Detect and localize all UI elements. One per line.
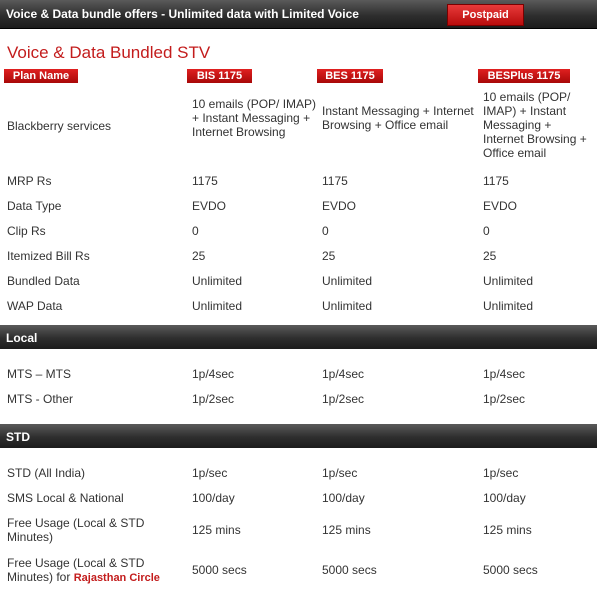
cell-free-usage-rajasthan-besplus: 5000 secs — [483, 563, 538, 577]
cell-free-usage-rajasthan-bes: 5000 secs — [322, 563, 377, 577]
cell-free-usage-bis: 125 mins — [192, 523, 241, 537]
cell-free-usage-rajasthan-bis: 5000 secs — [192, 563, 247, 577]
cell-sms-bis: 100/day — [192, 491, 235, 505]
cell-std-all-india-bis: 1p/sec — [192, 466, 228, 480]
cell-bundled-bis: Unlimited — [192, 274, 243, 288]
rajasthan-circle-label: Rajasthan Circle — [73, 572, 160, 584]
cell-mrp-bes: 1175 — [322, 174, 348, 188]
cell-mts-mts-besplus: 1p/4sec — [483, 367, 526, 381]
cell-itemized-bis: 25 — [192, 249, 206, 263]
cell-std-all-india-besplus: 1p/sec — [483, 466, 519, 480]
cell-bundled-besplus: Unlimited — [483, 274, 534, 288]
cell-sms-besplus: 100/day — [483, 491, 526, 505]
cell-itemized-bes: 25 — [322, 249, 336, 263]
row-label-mts-mts: MTS – MTS — [7, 367, 72, 381]
section-std-title: STD — [6, 430, 30, 444]
section-local — [0, 325, 597, 349]
row-label-std-all-india: STD (All India) — [7, 466, 86, 480]
plan-header-besplus: BESPlus 1175 — [478, 69, 570, 83]
section-local-title: Local — [6, 331, 38, 345]
cell-blackberry-bes: Instant Messaging + Internet Browsing + Office email — [322, 104, 474, 132]
cell-data-type-bis: EVDO — [192, 199, 227, 213]
cell-blackberry-besplus: 10 emails (POP/ IMAP) + Instant Messaging + Internet Browsing + Office email — [483, 90, 587, 160]
header-title: Voice & Data bundle offers - Unlimited data with Limited Voice — [6, 7, 359, 21]
row-label-wap: WAP Data — [7, 299, 63, 313]
cell-data-type-bes: EVDO — [322, 199, 357, 213]
tab-postpaid[interactable]: Postpaid — [447, 4, 524, 26]
cell-wap-bes: Unlimited — [322, 299, 373, 313]
row-label-mts-other: MTS - Other — [7, 392, 74, 406]
cell-blackberry-bis: 10 emails (POP/ IMAP) + Instant Messaging + Internet Browsing — [192, 97, 317, 139]
cell-data-type-besplus: EVDO — [483, 199, 518, 213]
cell-free-usage-bes: 125 mins — [322, 523, 371, 537]
cell-clip-bis: 0 — [192, 224, 199, 238]
cell-mts-other-bis: 1p/2sec — [192, 392, 235, 406]
cell-clip-besplus: 0 — [483, 224, 490, 238]
row-label-free-usage: Free Usage (Local & STD Minutes) — [7, 516, 145, 544]
row-label-free-usage-rajasthan — [7, 556, 182, 585]
cell-clip-bes: 0 — [322, 224, 329, 238]
cell-mrp-bis: 1175 — [192, 174, 218, 188]
cell-free-usage-besplus: 125 mins — [483, 523, 532, 537]
row-label-sms: SMS Local & National — [7, 491, 124, 505]
cell-mts-other-besplus: 1p/2sec — [483, 392, 526, 406]
row-label-clip: Clip Rs — [7, 224, 46, 238]
cell-wap-bis: Unlimited — [192, 299, 243, 313]
cell-bundled-bes: Unlimited — [322, 274, 373, 288]
cell-mts-mts-bes: 1p/4sec — [322, 367, 365, 381]
row-label-bundled: Bundled Data — [7, 274, 80, 288]
header-bar — [0, 0, 597, 29]
row-label-mrp: MRP Rs — [7, 174, 52, 188]
row-label-itemized: Itemized Bill Rs — [7, 249, 90, 263]
free-usage-rajasthan-text: Free Usage (Local & STD Minutes) for — [7, 556, 145, 584]
plan-header-bis: BIS 1175 — [187, 69, 252, 83]
cell-wap-besplus: Unlimited — [483, 299, 534, 313]
cell-mrp-besplus: 1175 — [483, 174, 509, 188]
cell-mts-mts-bis: 1p/4sec — [192, 367, 235, 381]
page-title: Voice & Data Bundled STV — [7, 43, 211, 62]
plan-name-header: Plan Name — [4, 69, 78, 83]
cell-itemized-besplus: 25 — [483, 249, 497, 263]
row-label-blackberry: Blackberry services — [7, 119, 112, 133]
section-std — [0, 424, 597, 448]
plan-header-bes: BES 1175 — [317, 69, 383, 83]
cell-sms-bes: 100/day — [322, 491, 365, 505]
row-label-data-type: Data Type — [7, 199, 62, 213]
cell-std-all-india-bes: 1p/sec — [322, 466, 358, 480]
cell-mts-other-bes: 1p/2sec — [322, 392, 365, 406]
